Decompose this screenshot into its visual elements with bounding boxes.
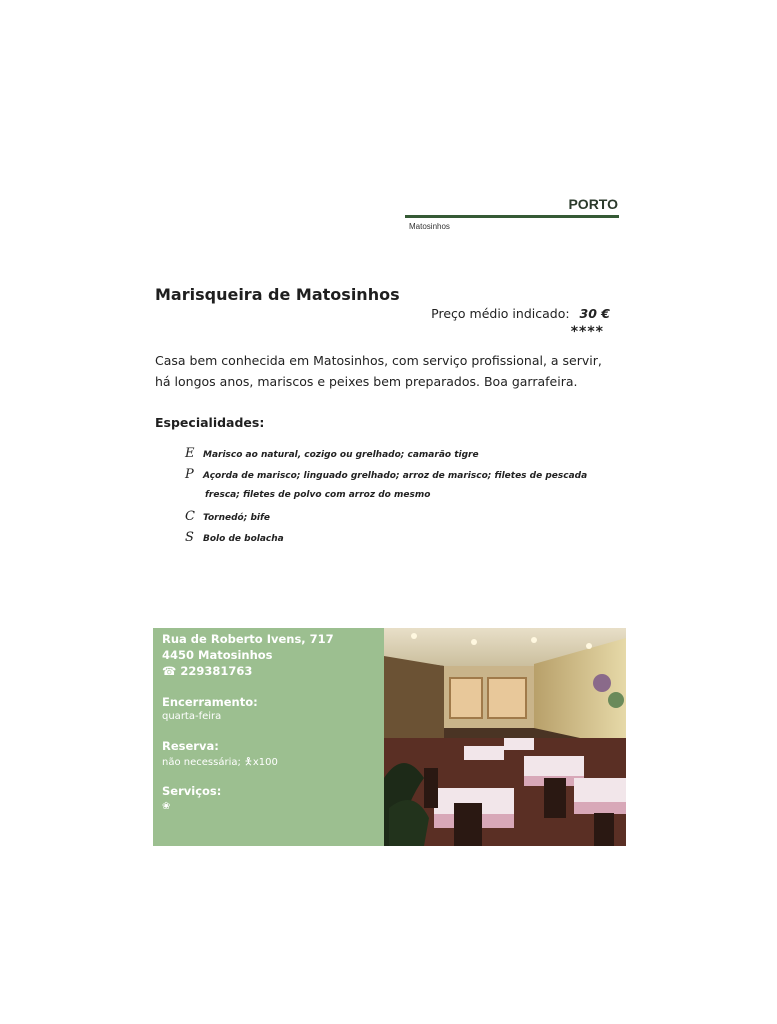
services-icon: ❀: [162, 801, 171, 812]
specialty-item: [185, 509, 270, 524]
specialty-item: [185, 467, 587, 500]
price-value: 30 €: [579, 306, 610, 321]
specialty-item: [185, 446, 479, 461]
description: Casa bem conhecida em Matosinhos, com serviço profissional, a servir, há longos anos, mariscos e peixes bem preparados. Boa garrafeira.: [155, 353, 602, 389]
person-icon: 🯅: [244, 757, 253, 768]
phone-number: 229381763: [180, 664, 253, 678]
booking-label: Reserva:: [162, 739, 219, 753]
specialty-text: Bolo de bolacha: [203, 534, 284, 544]
closing-value: quarta-feira: [162, 711, 222, 722]
restaurant-photo: [384, 628, 626, 846]
specialty-letter: E: [185, 446, 195, 461]
specialty-text: Tornedó; bife: [203, 513, 271, 523]
specialties-title: Especialidades:: [155, 415, 265, 430]
specialty-text: Açorda de marisco; linguado grelhado; arroz de marisco; filetes de pescada: [203, 471, 588, 481]
price-line: [431, 306, 610, 321]
closing-label: Encerramento:: [162, 695, 258, 709]
restaurant-name: Marisqueira de Matosinhos: [155, 285, 400, 304]
specialty-letter: S: [185, 530, 194, 545]
rating-stars: ****: [570, 324, 604, 340]
specialty-text: Marisco ao natural, cozigo ou grelhado; camarão tigre: [203, 450, 479, 460]
specialty-letter: C: [185, 509, 195, 524]
dining-room-illustration: [384, 628, 626, 846]
phone-icon: ☎: [162, 664, 177, 678]
header-rule: [405, 215, 619, 218]
specialty-letter: P: [185, 467, 194, 482]
address-line-1: Rua de Roberto Ivens, 717: [162, 632, 334, 646]
phone-line: [162, 664, 252, 678]
address-line-2: 4450 Matosinhos: [162, 648, 273, 662]
capacity-value: x100: [252, 757, 278, 768]
specialty-item: [185, 530, 284, 545]
specialty-text-continued: fresca; filetes de polvo com arroz do mesmo: [205, 490, 431, 500]
district-label: Matosinhos: [409, 222, 450, 231]
price-label: Preço médio indicado:: [431, 306, 570, 321]
info-panel: [153, 628, 384, 846]
booking-value-line: [162, 755, 278, 772]
guide-page: [153, 178, 626, 846]
booking-value: não necessária;: [162, 757, 241, 768]
services-label: Serviços:: [162, 784, 222, 798]
capacity-number: 100: [258, 757, 278, 768]
city-heading: PORTO: [568, 196, 618, 212]
